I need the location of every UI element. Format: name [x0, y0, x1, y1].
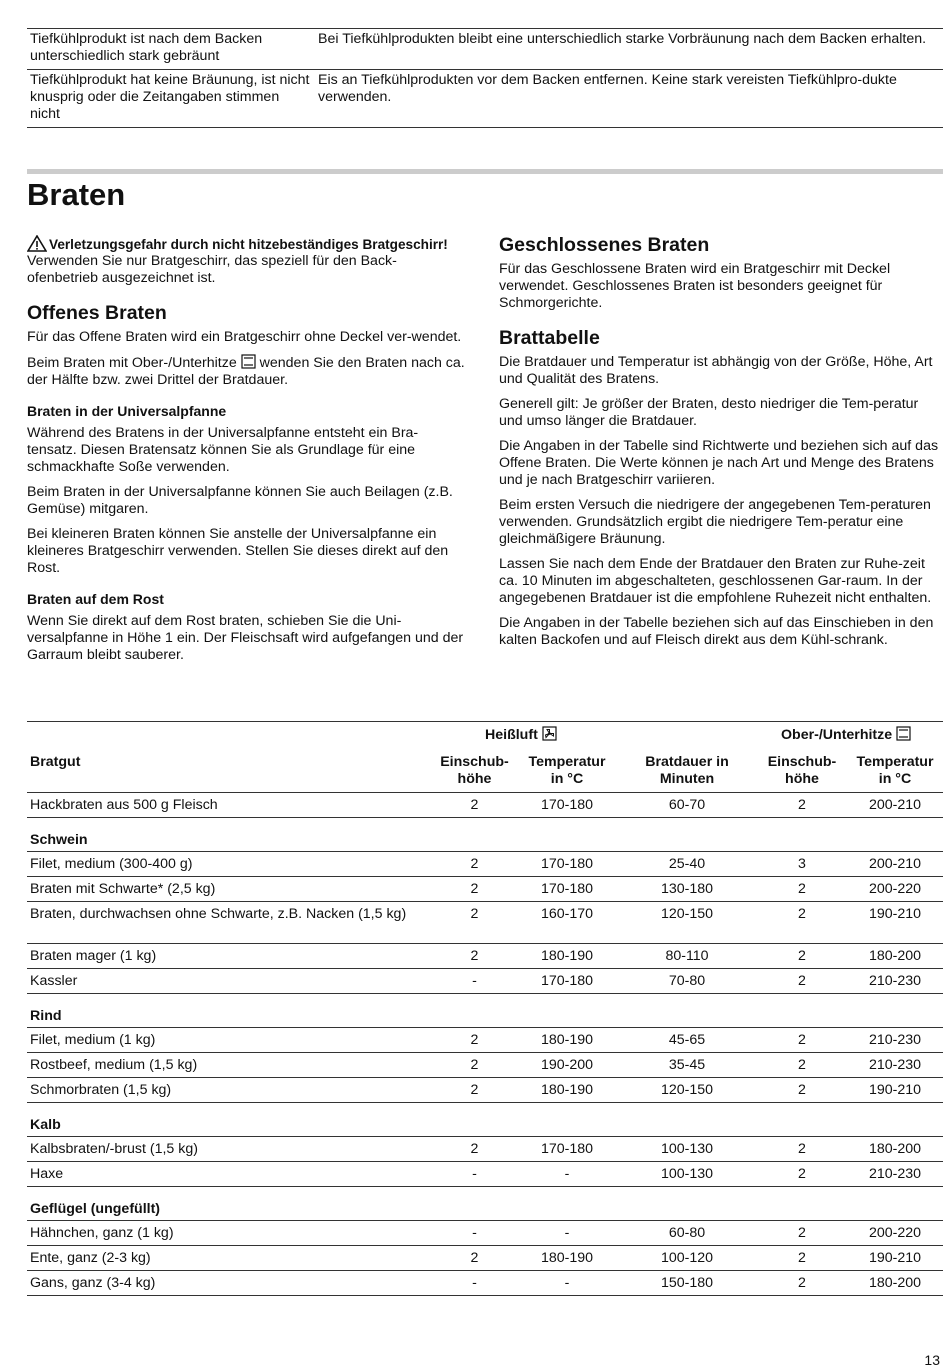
table-row — [27, 969, 943, 994]
column-header-level — [432, 754, 517, 788]
warning-text: Verwenden Sie nur Bratgeschirr, das speziell für den Back-ofenbetrieb ausgezeichnet ist. — [27, 253, 397, 286]
item-name: Ente, ganz (2-3 kg) — [30, 1250, 151, 1266]
heading-rost: Braten auf dem Rost — [27, 591, 164, 607]
warning-title-text: Verletzungsgefahr durch nicht hitzebeständiges Bratgeschirr! — [49, 237, 448, 252]
temp-value: 190-210 — [868, 1082, 922, 1098]
hot-air-fan-icon — [542, 726, 557, 741]
paragraph: Bei kleineren Braten können Sie anstelle der Universalpfanne ein kleineres Bratgeschirr verwenden. Stellen Sie dieses direkt auf den Rost. — [27, 526, 449, 576]
duration-value: 100-120 — [660, 1250, 714, 1266]
duration-value: 120-150 — [660, 906, 714, 922]
paragraph: Die Bratdauer und Temperatur ist abhängig von der Größe, Höhe, Art und Qualität des Bratens. — [499, 354, 933, 387]
column-header-temp — [847, 754, 943, 788]
temp-value: 200-220 — [868, 1225, 922, 1241]
table-row — [27, 1078, 943, 1103]
level-value: 2 — [798, 1166, 806, 1182]
temp-value: 190-210 — [868, 1250, 922, 1266]
duration-value: 25-40 — [668, 856, 706, 872]
level-value: 2 — [470, 856, 479, 872]
level-value: 2 — [798, 1275, 806, 1291]
table-header — [27, 750, 943, 793]
top-bottom-heat-icon — [896, 726, 911, 741]
table-row — [27, 902, 943, 944]
group-hot-air-label: Heißluft — [485, 727, 538, 743]
section-title: Rind — [30, 1008, 62, 1024]
item-name: Rostbeef, medium (1,5 kg) — [30, 1057, 198, 1073]
level-value: - — [472, 1166, 477, 1182]
level-value: 2 — [470, 1250, 479, 1266]
table-row — [27, 1137, 943, 1162]
temp-value: 210-230 — [868, 973, 922, 989]
page-title: Braten — [27, 177, 126, 212]
table-row — [27, 852, 943, 877]
level-value: 2 — [470, 1082, 479, 1098]
level-value: 2 — [470, 948, 479, 964]
level-value: 2 — [798, 973, 806, 989]
temp-value: 200-210 — [868, 856, 922, 872]
duration-value: 80-110 — [665, 948, 709, 964]
table-section-header — [27, 1103, 943, 1137]
level-value: 2 — [798, 1141, 806, 1157]
heading-geschlossenes-braten: Geschlossenes Braten — [499, 234, 710, 256]
problem-cell: Tiefkühlprodukt ist nach dem Backen unterschiedlich stark gebräunt — [30, 31, 263, 64]
left-column — [27, 235, 467, 672]
group-top-bottom — [781, 726, 911, 744]
heading-universalpfanne: Braten in der Universalpfanne — [27, 403, 227, 419]
right-column — [499, 233, 945, 657]
paragraph: Die Angaben in der Tabelle beziehen sich auf das Einschieben in den kalten Backofen und auf Fleisch direkt aus dem Kühl-schrank. — [499, 615, 934, 648]
problem-cell: Tiefkühlprodukt hat keine Bräunung, ist nicht knusprig oder die Zeitangaben stimmen nicht — [30, 72, 310, 122]
level-value: - — [472, 1225, 477, 1241]
table-row — [27, 944, 943, 969]
level-value: 2 — [470, 1032, 479, 1048]
level-value: 2 — [798, 1057, 806, 1073]
section-divider — [27, 169, 943, 174]
level-value: 2 — [470, 1057, 479, 1073]
item-name: Hackbraten aus 500 g Fleisch — [30, 797, 218, 813]
table-row — [27, 1053, 943, 1078]
item-name: Kassler — [30, 973, 78, 989]
temp-value: 210-230 — [868, 1166, 922, 1182]
heading-offenes-braten: Offenes Braten — [27, 302, 167, 324]
troubleshooting-table — [27, 28, 943, 128]
level-value: 2 — [798, 881, 806, 897]
level-value: - — [472, 973, 477, 989]
duration-value: 60-70 — [668, 797, 706, 813]
table-group-header — [27, 722, 943, 750]
temp-value: 190-210 — [868, 906, 922, 922]
solution-cell: Eis an Tiefkühlprodukten vor dem Backen entfernen. Keine stark vereisten Tiefkühlpro-dukte verwenden. — [318, 72, 897, 105]
table-row — [27, 1221, 943, 1246]
temp-value: 180-190 — [540, 948, 594, 964]
warning-title — [27, 235, 467, 253]
item-name: Gans, ganz (3-4 kg) — [30, 1275, 156, 1291]
solution-cell: Bei Tiefkühlprodukten bleibt eine unterschiedlich starke Vorbräunung nach dem Backen erhalten. — [318, 31, 927, 47]
table-row — [27, 793, 943, 818]
paragraph: Generell gilt: Je größer der Braten, desto niedriger die Tem-peratur und umso länger die Bratdauer. — [499, 396, 919, 429]
header-line: Temperatur — [528, 754, 606, 770]
temp-value: 160-170 — [540, 906, 594, 922]
group-hot-air — [485, 726, 557, 744]
level-value: 2 — [470, 1141, 479, 1157]
level-value: 3 — [798, 856, 806, 872]
table-row — [27, 1246, 943, 1271]
paragraph: Die Angaben in der Tabelle sind Richtwerte und beziehen sich auf das Offene Braten. Die Werte können je nach Art und Menge des Bratens und je nach Bratgeschirr variieren. — [499, 438, 939, 488]
item-name: Braten mager (1 kg) — [30, 948, 157, 964]
header-line: in °C — [878, 771, 912, 787]
paragraph: Für das Offene Braten wird ein Bratgeschirr ohne Deckel ver-wendet. — [27, 329, 462, 345]
item-name: Filet, medium (300-400 g) — [30, 856, 193, 872]
temp-value: 170-180 — [540, 797, 594, 813]
duration-value: 45-65 — [668, 1032, 706, 1048]
item-name: Haxe — [30, 1166, 64, 1182]
level-value: 2 — [798, 1032, 806, 1048]
table-section-header — [27, 818, 943, 852]
duration-value: 60-80 — [668, 1225, 706, 1241]
paragraph: Lassen Sie nach dem Ende der Bratdauer den Braten zur Ruhe-zeit ca. 10 Minuten im abgeschalteten, geschlossenen Gar-raum. In der angegebenen Bratdauer ist die empfohlene Ruhezeit nicht enthalten. — [499, 556, 932, 606]
table-row — [27, 29, 943, 70]
top-bottom-heat-icon — [241, 354, 256, 369]
header-line: Temperatur — [856, 754, 934, 770]
temp-value: 170-180 — [540, 973, 594, 989]
temp-value: - — [564, 1166, 570, 1182]
section-title: Schwein — [30, 832, 88, 848]
page-number: 13 — [924, 1352, 940, 1368]
item-name: Braten mit Schwarte* (2,5 kg) — [30, 881, 216, 897]
temp-value: 170-180 — [540, 881, 594, 897]
item-name: Kalbsbraten/-brust (1,5 kg) — [30, 1141, 198, 1157]
level-value: 2 — [798, 948, 806, 964]
temp-value: 200-210 — [868, 797, 922, 813]
table-row — [27, 877, 943, 902]
header-line: Bratdauer in — [645, 754, 729, 770]
table-row — [27, 1028, 943, 1053]
temp-value: 210-230 — [868, 1032, 922, 1048]
temp-value: - — [564, 1275, 570, 1291]
level-value: 2 — [470, 906, 479, 922]
duration-value: 100-130 — [660, 1166, 714, 1182]
item-name: Braten, durchwachsen ohne Schwarte, z.B. Nacken (1,5 kg) — [30, 906, 407, 922]
section-title: Kalb — [30, 1117, 61, 1133]
temp-value: 190-200 — [540, 1057, 594, 1073]
temp-value: 170-180 — [540, 1141, 594, 1157]
temp-value: 180-190 — [540, 1082, 594, 1098]
temp-value: - — [564, 1225, 570, 1241]
item-name: Schmorbraten (1,5 kg) — [30, 1082, 172, 1098]
duration-value: 120-150 — [660, 1082, 714, 1098]
paragraph-text: Beim Braten mit Ober-/Unterhitze — [27, 355, 237, 371]
paragraph — [27, 354, 467, 389]
warning-icon — [27, 235, 47, 252]
level-value: 2 — [798, 797, 806, 813]
level-value: 2 — [470, 797, 479, 813]
paragraph-text: wenden Sie den Braten nach ca. der Hälfte bzw. zwei Drittel der Bratdauer. — [27, 355, 465, 388]
duration-value: 70-80 — [668, 973, 706, 989]
level-value: - — [472, 1275, 477, 1291]
level-value: 2 — [798, 1082, 806, 1098]
table-sections — [27, 818, 943, 1296]
paragraph: Für das Geschlossene Braten wird ein Bratgeschirr mit Deckel verwendet. Geschlossenes Braten ist besonders geeignet für Schmorgerichte. — [499, 261, 891, 311]
duration-value: 100-130 — [660, 1141, 714, 1157]
duration-value: 35-45 — [668, 1057, 706, 1073]
temp-value: 180-190 — [540, 1032, 594, 1048]
header-line: Einschub- — [440, 754, 509, 770]
duration-value: 150-180 — [660, 1275, 714, 1291]
header-line: Minuten — [659, 771, 715, 787]
column-header-item: Bratgut — [30, 754, 81, 770]
paragraph: Wenn Sie direkt auf dem Rost braten, schieben Sie die Uni-versalpfanne in Höhe 1 ein. Der Fleischsaft wird aufgefangen und der Garraum bleibt sauberer. — [27, 613, 464, 663]
temp-value: 180-190 — [540, 1250, 594, 1266]
paragraph: Beim Braten in der Universalpfanne können Sie auch Beilagen (z.B. Gemüse) mitgaren. — [27, 484, 453, 517]
section-title: Geflügel (ungefüllt) — [30, 1201, 161, 1217]
paragraph: Während des Bratens in der Universalpfanne entsteht ein Bra-tensatz. Diesen Bratensatz können Sie als Grundlage für eine schmackhafte Soße verwenden. — [27, 425, 419, 475]
header-line: höhe — [457, 771, 492, 787]
level-value: 2 — [798, 1250, 806, 1266]
heading-brattabelle: Brattabelle — [499, 327, 600, 349]
table-row — [27, 1271, 943, 1296]
item-name: Hähnchen, ganz (1 kg) — [30, 1225, 174, 1241]
duration-value: 130-180 — [660, 881, 714, 897]
header-line: höhe — [785, 771, 819, 787]
level-value: 2 — [470, 881, 479, 897]
level-value: 2 — [798, 906, 806, 922]
temp-value: 180-200 — [868, 1141, 922, 1157]
table-row — [27, 1162, 943, 1187]
level-value: 2 — [798, 1225, 806, 1241]
temp-value: 200-220 — [868, 881, 922, 897]
table-section-header — [27, 1187, 943, 1221]
roast-table — [27, 721, 943, 1296]
column-header-temp — [517, 754, 617, 788]
item-name: Filet, medium (1 kg) — [30, 1032, 156, 1048]
table-row — [27, 70, 943, 128]
temp-value: 170-180 — [540, 856, 594, 872]
group-top-bottom-label: Ober-/Unterhitze — [781, 727, 893, 743]
temp-value: 180-200 — [868, 948, 922, 964]
table-section-header — [27, 994, 943, 1028]
column-header-duration — [627, 754, 747, 788]
paragraph: Beim ersten Versuch die niedrigere der angegebenen Tem-peraturen verwenden. Grundsätzlich ergibt die niedrigere Tem-peratur eine gleichmäßigere Bräunung. — [499, 497, 931, 547]
header-line: in °C — [550, 771, 584, 787]
column-header-level — [757, 754, 847, 788]
temp-value: 180-200 — [868, 1275, 922, 1291]
temp-value: 210-230 — [868, 1057, 922, 1073]
header-line: Einschub- — [767, 754, 837, 770]
